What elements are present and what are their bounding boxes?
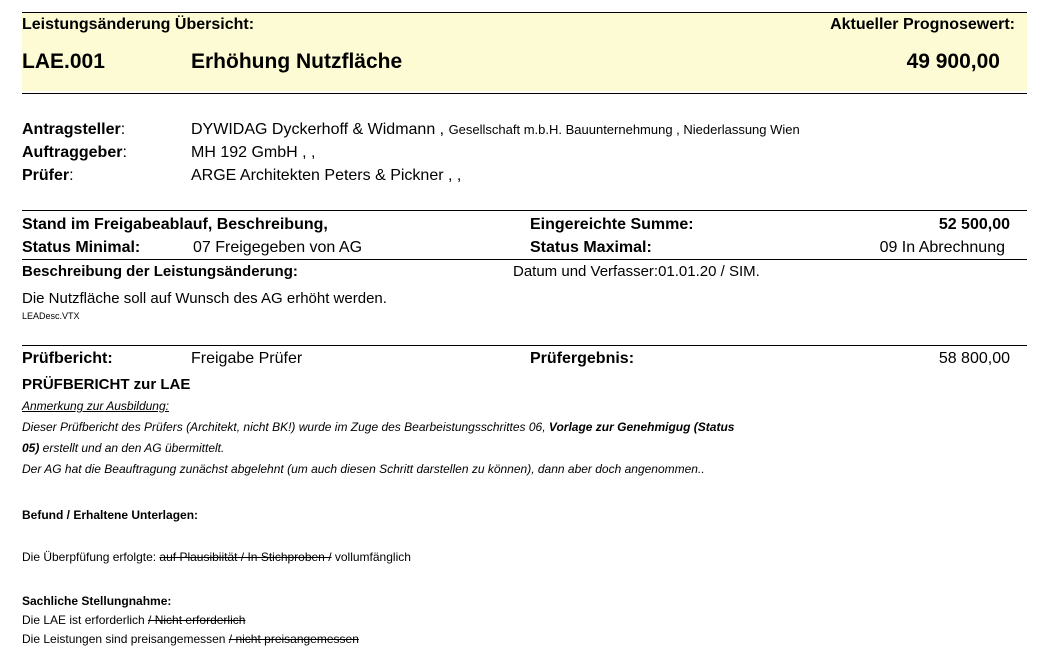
status-bottom-rule	[22, 259, 1027, 260]
client-label: Auftraggeber	[22, 144, 123, 161]
check-prefix: Die Überpfüfung erfolgte:	[22, 550, 160, 564]
client-colon: :	[122, 144, 127, 161]
price-line	[22, 632, 359, 646]
stage-label: Stand im Freigabeablauf, Beschreibung,	[22, 216, 328, 233]
requirement-prefix: Die LAE ist erforderlich	[22, 613, 149, 627]
applicant-colon: :	[120, 121, 126, 138]
header-top-rule	[22, 12, 1027, 13]
applicant-label: Antragsteller	[22, 121, 121, 138]
status-max-label: Status Maximal:	[530, 239, 652, 256]
status-max-value: 09 In Abrechnung	[879, 239, 1005, 256]
description-label: Beschreibung der Leistungsänderung:	[22, 263, 298, 280]
report-label: Prüfbericht:	[22, 350, 113, 367]
client-name: MH 192 GmbH , ,	[191, 144, 316, 161]
note-line-3: Der AG hat die Beauftragung zunächst abgelehnt (um auch diesen Schritt darstellen zu können), dann aber doch angenommen..	[22, 462, 705, 476]
note-line-2	[22, 441, 224, 455]
note-line-2-emphasis: 05)	[22, 441, 40, 455]
note-line-2-text: erstellt und an den AG übermittelt.	[39, 441, 225, 455]
requirement-struck: / Nicht erforderlich	[148, 613, 246, 627]
note-label: Anmerkung zur Ausbildung:	[22, 399, 169, 413]
price-prefix: Die Leistungen sind preisangemessen	[22, 632, 229, 646]
note-line-1-emphasis: Vorlage zur Genehmigug (Status	[548, 420, 735, 434]
description-file: LEADesc.VTX	[22, 311, 80, 321]
header-bottom-rule	[22, 93, 1027, 94]
reviewer-label: Prüfer	[22, 167, 70, 184]
status-top-rule	[22, 210, 1027, 211]
reviewer-name: ARGE Architekten Peters & Pickner , ,	[191, 167, 462, 184]
forecast-value: 49 900,00	[906, 50, 1000, 73]
check-struck: auf Plausibiität / In Stichproben /	[159, 550, 332, 564]
requirement-line	[22, 613, 245, 627]
submitted-value: 52 500,00	[938, 216, 1010, 233]
applicant-detail: Gesellschaft m.b.H. Bauunternehmung , Niederlassung Wien	[448, 122, 800, 137]
result-value: 58 800,00	[938, 350, 1010, 367]
lae-id: LAE.001	[22, 50, 105, 73]
overview-title: Leistungsänderung Übersicht:	[22, 16, 255, 33]
applicant-row	[22, 121, 125, 139]
review-top-rule	[22, 345, 1027, 346]
price-struck: / nicht preisangemessen	[228, 632, 359, 646]
description-text: Die Nutzfläche soll auf Wunsch des AG erhöht werden.	[22, 290, 387, 307]
result-label: Prüfergebnis:	[530, 350, 635, 367]
note-line-1	[22, 420, 734, 434]
statement-heading: Sachliche Stellungnahme:	[22, 594, 172, 608]
lae-title: Erhöhung Nutzfläche	[191, 50, 403, 73]
client-row	[22, 144, 127, 162]
findings-heading: Befund / Erhaltene Unterlagen:	[22, 508, 199, 522]
check-suffix: vollumfänglich	[331, 550, 411, 564]
date-author: Datum und Verfasser:01.01.20 / SIM.	[513, 263, 760, 280]
report-value: Freigabe Prüfer	[191, 350, 303, 367]
check-line	[22, 550, 411, 564]
submitted-label: Eingereichte Summe:	[530, 216, 694, 233]
status-min-value: 07 Freigegeben von AG	[193, 239, 363, 256]
report-heading: PRÜFBERICHT zur LAE	[22, 376, 191, 393]
reviewer-row	[22, 167, 74, 185]
applicant-value	[191, 121, 800, 139]
applicant-name: DYWIDAG Dyckerhoff & Widmann ,	[191, 121, 445, 138]
reviewer-colon: :	[69, 167, 74, 184]
note-line-1-text: Dieser Prüfbericht des Prüfers (Architekt, nicht BK!) wurde im Zuge des Bearbeistungsschrittes 06,	[22, 420, 549, 434]
forecast-label: Aktueller Prognosewert:	[830, 16, 1015, 33]
status-min-label: Status Minimal:	[22, 239, 141, 256]
